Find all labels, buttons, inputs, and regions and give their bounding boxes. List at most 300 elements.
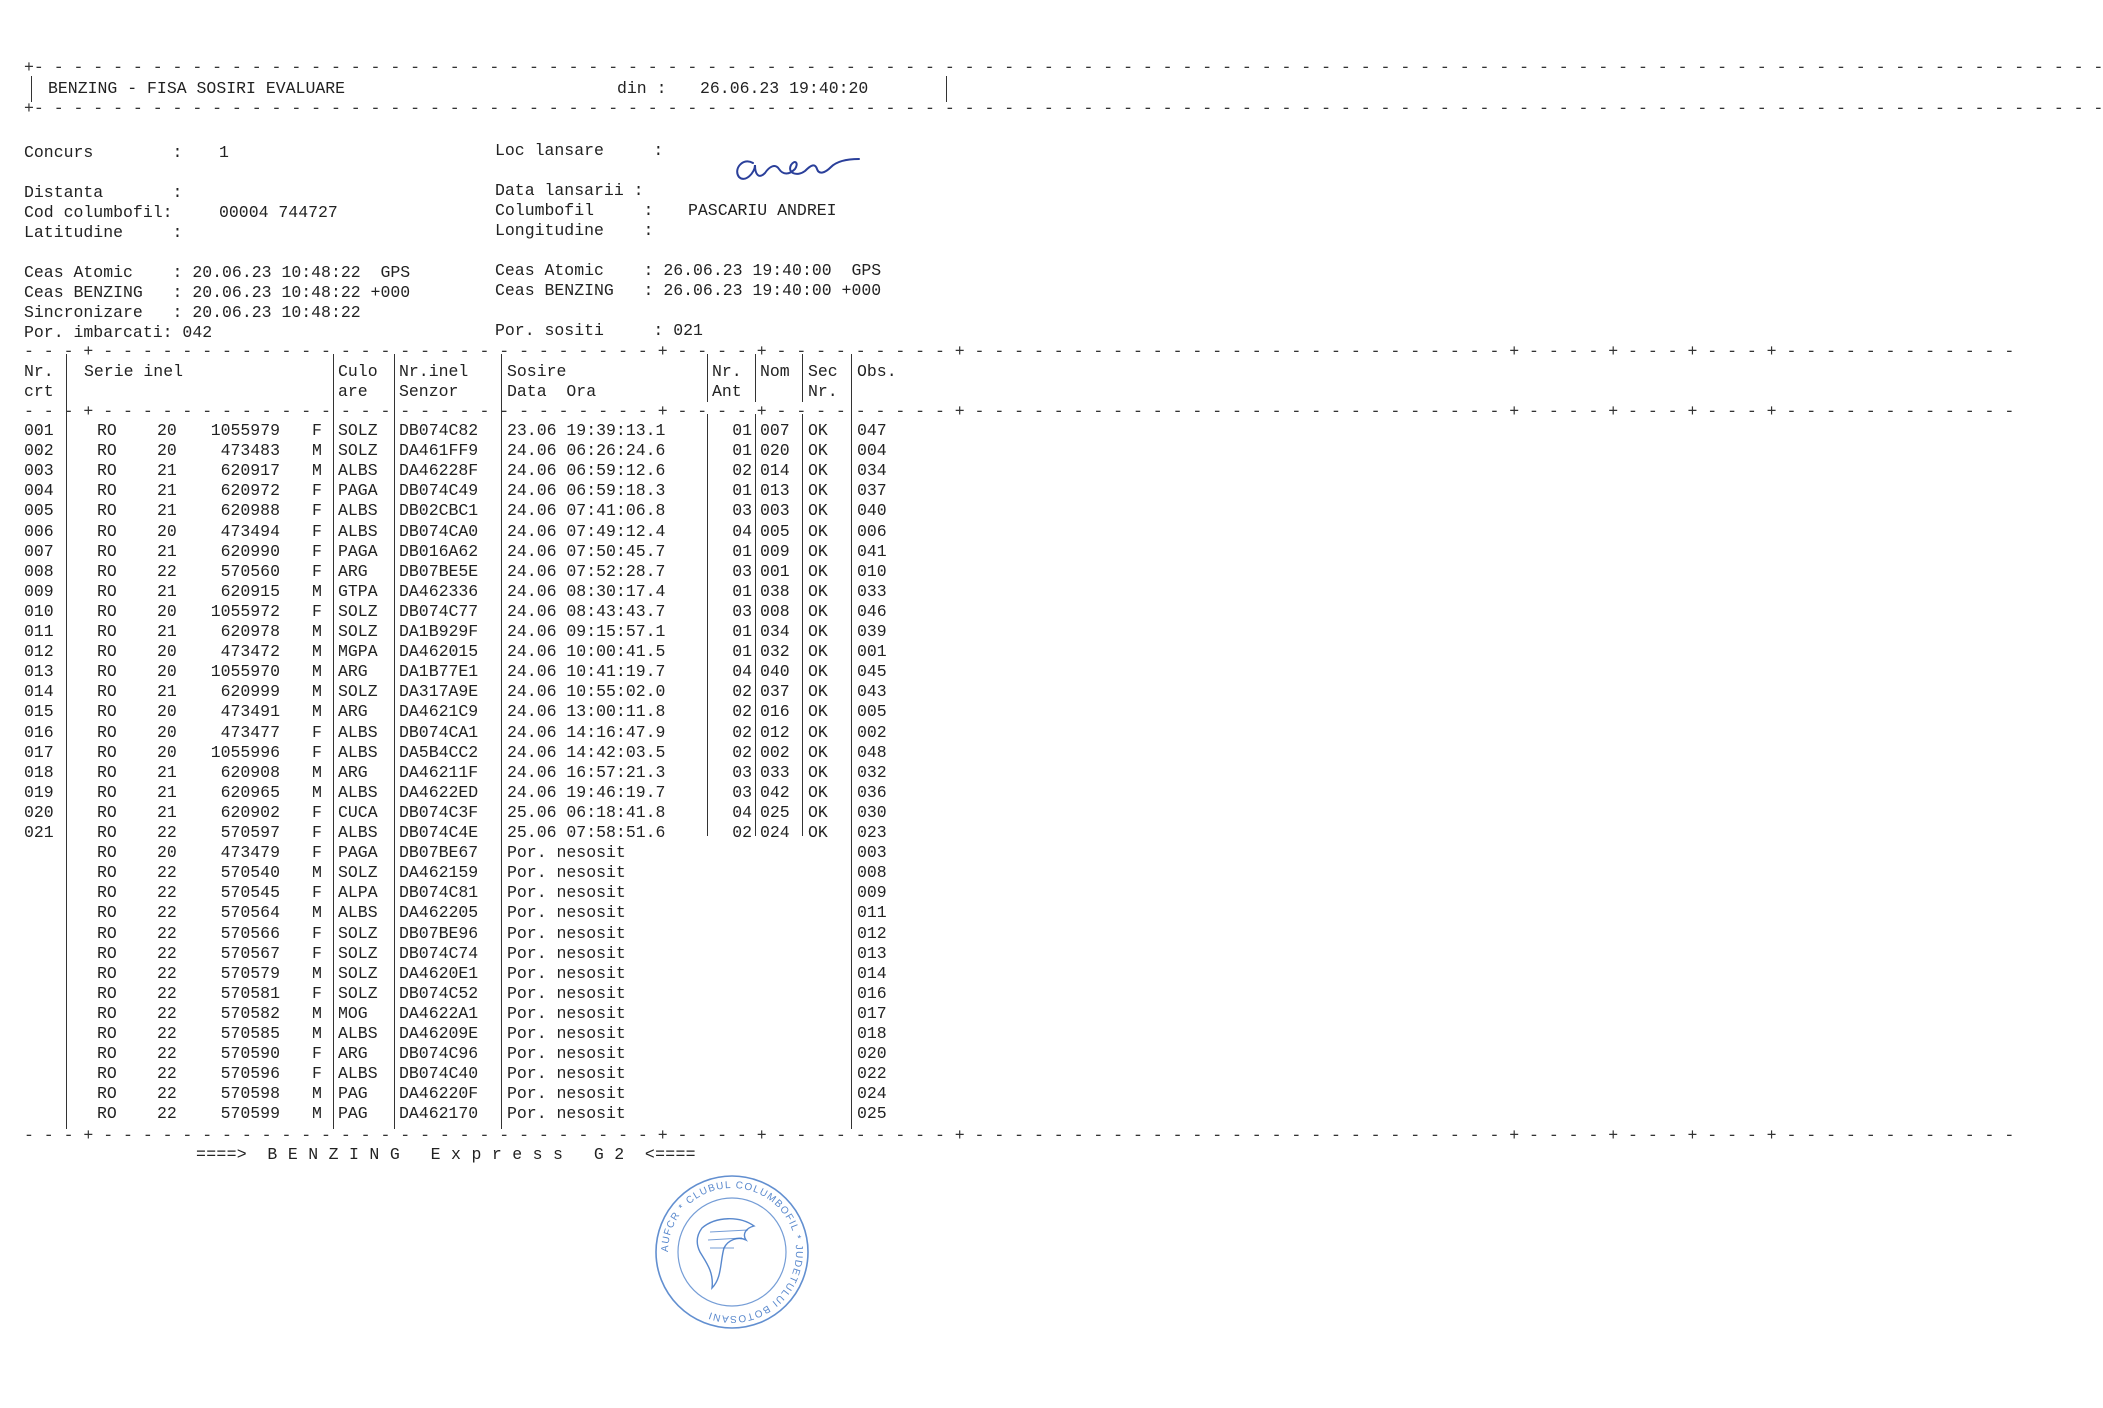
cell-obs: 009 — [857, 883, 887, 903]
table-row — [0, 1084, 1024, 1104]
cell-sosire: Por. nesosit — [507, 1084, 626, 1104]
col-header-culoare-1: Culo — [338, 362, 378, 381]
cell-senzor: DB074CA0 — [399, 521, 479, 541]
svg-text:AUFCR * CLUBUL COLUMBOFIL * JU — [660, 1180, 804, 1324]
cell-sex: M — [312, 682, 322, 702]
cell-tara: RO — [97, 421, 117, 440]
cell-sec-nr: OK — [808, 662, 828, 682]
cell-senzor: DA461FF9 — [399, 441, 479, 461]
cell-sosire: Por. nesosit — [507, 923, 626, 943]
cell-an: 22 — [157, 1044, 177, 1064]
cell-nr-crt: 011 — [24, 622, 54, 641]
cell-sec-nr: OK — [808, 802, 828, 822]
table-row — [0, 562, 1024, 582]
cell-culoare: ARG — [338, 762, 368, 782]
cell-tara: RO — [97, 983, 117, 1003]
cell-senzor: DB074C4E — [399, 823, 479, 842]
cell-senzor: DB074C3F — [399, 802, 479, 822]
cell-tara: RO — [97, 722, 117, 742]
cell-sosire: Por. nesosit — [507, 1064, 626, 1084]
col-header-sec-1: Sec — [808, 362, 838, 381]
concurs-value: 1 — [219, 143, 229, 162]
cod-columbofil-value: 00004 744727 — [219, 203, 338, 222]
cell-senzor: DB07BE67 — [399, 843, 479, 863]
cell-nr-inel: 570545 — [220, 883, 280, 903]
cell-sosire: 24.06 06:26:24.6 — [507, 441, 666, 461]
cell-nr-crt: 021 — [24, 823, 54, 842]
cell-sex: M — [312, 863, 322, 883]
cell-culoare: PAGA — [338, 481, 378, 501]
table-row — [0, 984, 1024, 1004]
cell-culoare: PAGA — [338, 843, 378, 863]
cell-sosire: 24.06 07:52:28.7 — [507, 561, 666, 581]
cell-nr-inel: 473477 — [220, 722, 280, 742]
cell-culoare: ALBS — [338, 1064, 378, 1084]
cell-sex: M — [312, 782, 322, 802]
cell-sosire: Por. nesosit — [507, 1104, 626, 1124]
cell-sosire: Por. nesosit — [507, 863, 626, 883]
cell-sosire: 24.06 07:41:06.8 — [507, 501, 666, 521]
cell-an: 21 — [157, 802, 177, 822]
cell-sex: F — [312, 983, 322, 1003]
cell-sex: M — [312, 1104, 322, 1124]
club-stamp-icon — [650, 1170, 815, 1335]
table-row — [0, 542, 1024, 562]
cell-sosire: 25.06 07:58:51.6 — [507, 823, 666, 842]
cell-nr-ant: 03 — [732, 501, 752, 521]
cell-tara: RO — [97, 581, 117, 601]
cell-an: 20 — [157, 843, 177, 863]
cell-tara: RO — [97, 762, 117, 782]
cell-sosire: 24.06 10:41:19.7 — [507, 662, 666, 682]
cell-an: 22 — [157, 963, 177, 983]
cell-obs: 045 — [857, 662, 887, 682]
cell-culoare: CUCA — [338, 802, 378, 822]
table-row — [0, 863, 1024, 883]
cell-sex: M — [312, 963, 322, 983]
cell-an: 21 — [157, 762, 177, 782]
cell-nr-inel: 473479 — [220, 843, 280, 863]
cell-sosire: Por. nesosit — [507, 1024, 626, 1043]
cell-nr-inel: 620972 — [220, 481, 280, 501]
cell-nr-inel: 570598 — [220, 1084, 280, 1104]
cell-nr-inel: 1055970 — [210, 662, 280, 682]
latitudine-label: Latitudine : — [24, 223, 183, 242]
cell-nr-crt: 008 — [24, 561, 54, 581]
cell-obs: 046 — [857, 601, 887, 621]
cell-senzor: DA46228F — [399, 461, 479, 481]
cell-an: 20 — [157, 702, 177, 722]
cell-sec-nr: OK — [808, 622, 828, 641]
cell-an: 22 — [157, 1003, 177, 1023]
cell-tara: RO — [97, 963, 117, 983]
cell-sex: M — [312, 662, 322, 682]
loc-lansare-label: Loc lansare : — [495, 141, 664, 160]
cell-an: 20 — [157, 722, 177, 742]
cell-senzor: DA46211F — [399, 762, 479, 782]
cell-nr-crt: 009 — [24, 581, 54, 601]
cell-sex: M — [312, 441, 322, 461]
cell-nr-inel: 570567 — [220, 943, 280, 963]
cell-senzor: DA4621C9 — [399, 702, 479, 722]
ceas-atomic-start: Ceas Atomic : 20.06.23 10:48:22 GPS — [24, 263, 411, 282]
cell-senzor: DA4622ED — [399, 782, 479, 802]
cell-obs: 002 — [857, 722, 887, 742]
distanta-label: Distanta : — [24, 183, 183, 202]
cell-an: 21 — [157, 622, 177, 641]
cell-tara: RO — [97, 682, 117, 702]
cell-sex: F — [312, 802, 322, 822]
cell-culoare: SOLZ — [338, 682, 378, 702]
col-header-sec-2: Nr. — [808, 382, 838, 401]
table-row — [0, 883, 1024, 903]
cell-nom: 009 — [760, 541, 790, 561]
cell-sec-nr: OK — [808, 601, 828, 621]
cell-sex: M — [312, 1084, 322, 1104]
cell-tara: RO — [97, 802, 117, 822]
cell-senzor: DA5B4CC2 — [399, 742, 479, 762]
cell-an: 22 — [157, 561, 177, 581]
cell-nr-inel: 570564 — [220, 903, 280, 923]
cell-culoare: ARG — [338, 1044, 368, 1064]
report-date: 26.06.23 19:40:20 — [700, 79, 869, 98]
cell-an: 21 — [157, 541, 177, 561]
cell-an: 20 — [157, 521, 177, 541]
cell-sosire: 24.06 06:59:18.3 — [507, 481, 666, 501]
cell-nr-crt: 020 — [24, 802, 54, 822]
col-header-culoare-2: are — [338, 382, 368, 401]
cell-sex: M — [312, 642, 322, 662]
cell-sosire: Por. nesosit — [507, 1044, 626, 1064]
cell-nr-inel: 620988 — [220, 501, 280, 521]
cell-obs: 025 — [857, 1104, 887, 1124]
cell-nr-crt: 003 — [24, 461, 54, 481]
cell-obs: 020 — [857, 1044, 887, 1064]
cell-sec-nr: OK — [808, 722, 828, 742]
cell-tara: RO — [97, 521, 117, 541]
cell-culoare: SOLZ — [338, 983, 378, 1003]
cod-columbofil-label: Cod columbofil: — [24, 203, 173, 222]
cell-nr-crt: 019 — [24, 782, 54, 802]
ceas-atomic-end: Ceas Atomic : 26.06.23 19:40:00 GPS — [495, 261, 882, 280]
cell-an: 21 — [157, 682, 177, 702]
cell-obs: 039 — [857, 622, 887, 641]
cell-senzor: DA317A9E — [399, 682, 479, 702]
data-lansarii-label: Data lansarii : — [495, 181, 644, 200]
cell-nr-ant: 04 — [732, 662, 752, 682]
cell-nr-ant: 03 — [732, 762, 752, 782]
cell-culoare: ALBS — [338, 1024, 378, 1043]
cell-senzor: DA462205 — [399, 903, 479, 923]
cell-senzor: DA462170 — [399, 1104, 479, 1124]
cell-senzor: DA4620E1 — [399, 963, 479, 983]
cell-tara: RO — [97, 1064, 117, 1084]
col-divider — [707, 354, 708, 402]
cell-an: 20 — [157, 742, 177, 762]
cell-sex: F — [312, 421, 322, 440]
cell-an: 22 — [157, 883, 177, 903]
cell-an: 20 — [157, 421, 177, 440]
cell-obs: 017 — [857, 1003, 887, 1023]
cell-senzor: DA46220F — [399, 1084, 479, 1104]
cell-obs: 036 — [857, 782, 887, 802]
cell-obs: 006 — [857, 521, 887, 541]
cell-nom: 024 — [760, 823, 790, 842]
cell-nr-inel: 1055979 — [210, 421, 280, 440]
cell-sec-nr: OK — [808, 682, 828, 702]
cell-nr-inel: 473491 — [220, 702, 280, 722]
cell-culoare: SOLZ — [338, 421, 378, 440]
cell-tara: RO — [97, 1003, 117, 1023]
cell-an: 22 — [157, 923, 177, 943]
cell-sosire: Por. nesosit — [507, 943, 626, 963]
table-row — [0, 903, 1024, 923]
cell-nr-crt: 012 — [24, 642, 54, 662]
cell-sosire: 24.06 13:00:11.8 — [507, 702, 666, 722]
cell-sex: M — [312, 461, 322, 481]
table-row — [0, 662, 1024, 682]
cell-senzor: DA462015 — [399, 642, 479, 662]
cell-sec-nr: OK — [808, 521, 828, 541]
cell-sec-nr: OK — [808, 642, 828, 662]
cell-tara: RO — [97, 622, 117, 641]
cell-nr-inel: 620990 — [220, 541, 280, 561]
cell-nr-crt: 005 — [24, 501, 54, 521]
cell-obs: 012 — [857, 923, 887, 943]
cell-nom: 014 — [760, 461, 790, 481]
cell-sex: M — [312, 903, 322, 923]
cell-sex: F — [312, 943, 322, 963]
cell-sosire: Por. nesosit — [507, 843, 626, 863]
cell-an: 22 — [157, 1104, 177, 1124]
cell-nr-inel: 473494 — [220, 521, 280, 541]
cell-nom: 012 — [760, 722, 790, 742]
cell-obs: 014 — [857, 963, 887, 983]
cell-nr-inel: 620917 — [220, 461, 280, 481]
cell-obs: 041 — [857, 541, 887, 561]
cell-senzor: DA462336 — [399, 581, 479, 601]
cell-nr-ant: 03 — [732, 601, 752, 621]
cell-senzor: DB016A62 — [399, 541, 479, 561]
cell-sex: F — [312, 541, 322, 561]
cell-sec-nr: OK — [808, 561, 828, 581]
col-divider — [755, 354, 756, 402]
table-row — [0, 1024, 1024, 1044]
table-row — [0, 803, 1024, 823]
cell-nom: 032 — [760, 642, 790, 662]
table-row — [0, 1004, 1024, 1024]
cell-obs: 010 — [857, 561, 887, 581]
cell-obs: 011 — [857, 903, 887, 923]
cell-nr-ant: 02 — [732, 461, 752, 481]
cell-nr-crt: 002 — [24, 441, 54, 461]
cell-nom: 002 — [760, 742, 790, 762]
cell-nr-ant: 02 — [732, 702, 752, 722]
table-row — [0, 1104, 1024, 1124]
cell-nr-ant: 03 — [732, 561, 752, 581]
cell-obs: 022 — [857, 1064, 887, 1084]
col-header-senzor: Senzor — [399, 382, 459, 401]
cell-nom: 013 — [760, 481, 790, 501]
table-row — [0, 783, 1024, 803]
table-row — [0, 743, 1024, 763]
cell-sex: F — [312, 923, 322, 943]
cell-nr-inel: 570599 — [220, 1104, 280, 1124]
cell-nr-inel: 620915 — [220, 581, 280, 601]
cell-culoare: SOLZ — [338, 622, 378, 641]
cell-nr-inel: 570566 — [220, 923, 280, 943]
cell-sec-nr: OK — [808, 481, 828, 501]
cell-nr-inel: 570582 — [220, 1003, 280, 1023]
cell-sosire: 24.06 10:00:41.5 — [507, 642, 666, 662]
cell-tara: RO — [97, 843, 117, 863]
cell-nom: 038 — [760, 581, 790, 601]
cell-sosire: 25.06 06:18:41.8 — [507, 802, 666, 822]
cell-obs: 016 — [857, 983, 887, 1003]
table-row — [0, 924, 1024, 944]
cell-nr-inel: 570581 — [220, 983, 280, 1003]
cell-nom: 005 — [760, 521, 790, 541]
cell-nr-ant: 04 — [732, 802, 752, 822]
cell-an: 22 — [157, 863, 177, 883]
cell-tara: RO — [97, 702, 117, 722]
cell-nr-inel: 620908 — [220, 762, 280, 782]
cell-sec-nr: OK — [808, 782, 828, 802]
table-row — [0, 944, 1024, 964]
cell-senzor: DB074C49 — [399, 481, 479, 501]
cell-obs: 023 — [857, 823, 887, 842]
cell-sec-nr: OK — [808, 441, 828, 461]
table-row — [0, 682, 1024, 702]
cell-senzor: DB074C77 — [399, 601, 479, 621]
cell-an: 22 — [157, 943, 177, 963]
cell-nr-inel: 1055972 — [210, 601, 280, 621]
cell-nom: 040 — [760, 662, 790, 682]
cell-nr-ant: 01 — [732, 481, 752, 501]
report-title: BENZING - FISA SOSIRI EVALUARE — [48, 79, 346, 98]
cell-obs: 004 — [857, 441, 887, 461]
cell-sex: F — [312, 823, 322, 842]
cell-nr-ant: 01 — [732, 622, 752, 641]
table-row — [0, 823, 1024, 843]
table-row — [0, 763, 1024, 783]
cell-nr-ant: 01 — [732, 421, 752, 440]
cell-tara: RO — [97, 943, 117, 963]
cell-culoare: ALBS — [338, 521, 378, 541]
cell-culoare: SOLZ — [338, 601, 378, 621]
cell-an: 20 — [157, 642, 177, 662]
cell-sosire: 23.06 19:39:13.1 — [507, 421, 666, 440]
cell-obs: 047 — [857, 421, 887, 440]
cell-nr-crt: 018 — [24, 762, 54, 782]
table-row — [0, 421, 1024, 441]
cell-sex: F — [312, 481, 322, 501]
col-header-nr-ant-2: Ant — [712, 382, 742, 401]
cell-sosire: 24.06 14:42:03.5 — [507, 742, 666, 762]
cell-an: 21 — [157, 481, 177, 501]
cell-nr-ant: 01 — [732, 581, 752, 601]
cell-nr-inel: 1055996 — [210, 742, 280, 762]
cell-senzor: DB074C52 — [399, 983, 479, 1003]
cell-nr-crt: 013 — [24, 662, 54, 682]
cell-senzor: DB02CBC1 — [399, 501, 479, 521]
cell-obs: 024 — [857, 1084, 887, 1104]
cell-nom: 008 — [760, 601, 790, 621]
cell-nr-ant: 03 — [732, 782, 752, 802]
cell-obs: 018 — [857, 1024, 887, 1043]
cell-nom: 007 — [760, 421, 790, 440]
cell-obs: 001 — [857, 642, 887, 662]
col-header-nr-ant-1: Nr. — [712, 362, 742, 381]
cell-nr-inel: 570596 — [220, 1064, 280, 1084]
col-header-obs: Obs. — [857, 362, 897, 381]
cell-tara: RO — [97, 481, 117, 501]
cell-culoare: SOLZ — [338, 943, 378, 963]
cell-sex: F — [312, 1044, 322, 1064]
cell-culoare: SOLZ — [338, 441, 378, 461]
cell-culoare: SOLZ — [338, 863, 378, 883]
porumbei-sositi: Por. sositi : 021 — [495, 321, 703, 340]
cell-nr-ant: 02 — [732, 823, 752, 842]
table-bottom-border: - - - + - - - - - - - - - - - - - - - - - - - - - - - - - - - - + - - - - + - - - - - - - - - + - - - - - - - - - - - - - - - - - - - - - - - - - - - + - - - - + - - - + - - - + - - - - - - - - - - - - — [24, 1126, 2015, 1145]
cell-sec-nr: OK — [808, 421, 828, 440]
cell-sec-nr: OK — [808, 742, 828, 762]
cell-nr-ant: 02 — [732, 742, 752, 762]
col-header-sosire: Sosire — [507, 362, 567, 381]
cell-sex: M — [312, 762, 322, 782]
cell-nr-inel: 620902 — [220, 802, 280, 822]
cell-sex: M — [312, 581, 322, 601]
cell-nr-crt: 006 — [24, 521, 54, 541]
cell-senzor: DB074C40 — [399, 1064, 479, 1084]
cell-tara: RO — [97, 561, 117, 581]
cell-sec-nr: OK — [808, 823, 828, 842]
cell-culoare: MOG — [338, 1003, 368, 1023]
cell-sex: F — [312, 561, 322, 581]
concurs-label: Concurs : — [24, 143, 183, 162]
cell-sex: F — [312, 501, 322, 521]
cell-culoare: ALBS — [338, 903, 378, 923]
cell-nr-inel: 570597 — [220, 823, 280, 842]
cell-nr-ant: 04 — [732, 521, 752, 541]
cell-nr-inel: 620978 — [220, 622, 280, 641]
cell-culoare: ALBS — [338, 823, 378, 842]
cell-nom: 033 — [760, 762, 790, 782]
table-row — [0, 441, 1024, 461]
cell-culoare: ALBS — [338, 501, 378, 521]
col-header-nr-inel: Nr.inel — [399, 362, 469, 381]
cell-sosire: Por. nesosit — [507, 883, 626, 903]
cell-tara: RO — [97, 1024, 117, 1043]
cell-nom: 034 — [760, 622, 790, 641]
cell-obs: 034 — [857, 461, 887, 481]
cell-nr-inel: 570579 — [220, 963, 280, 983]
cell-nom: 001 — [760, 561, 790, 581]
cell-nr-ant: 02 — [732, 682, 752, 702]
col-header-nr: Nr. — [24, 362, 54, 381]
table-row — [0, 1064, 1024, 1084]
report-date-label: din : — [617, 79, 667, 98]
cell-nr-inel: 473472 — [220, 642, 280, 662]
cell-sosire: 24.06 14:16:47.9 — [507, 722, 666, 742]
cell-nr-inel: 620999 — [220, 682, 280, 702]
cell-senzor: DB074C74 — [399, 943, 479, 963]
longitudine-label: Longitudine : — [495, 221, 654, 240]
cell-nom: 020 — [760, 441, 790, 461]
cell-tara: RO — [97, 923, 117, 943]
cell-senzor: DB07BE96 — [399, 923, 479, 943]
cell-senzor: DA462159 — [399, 863, 479, 883]
